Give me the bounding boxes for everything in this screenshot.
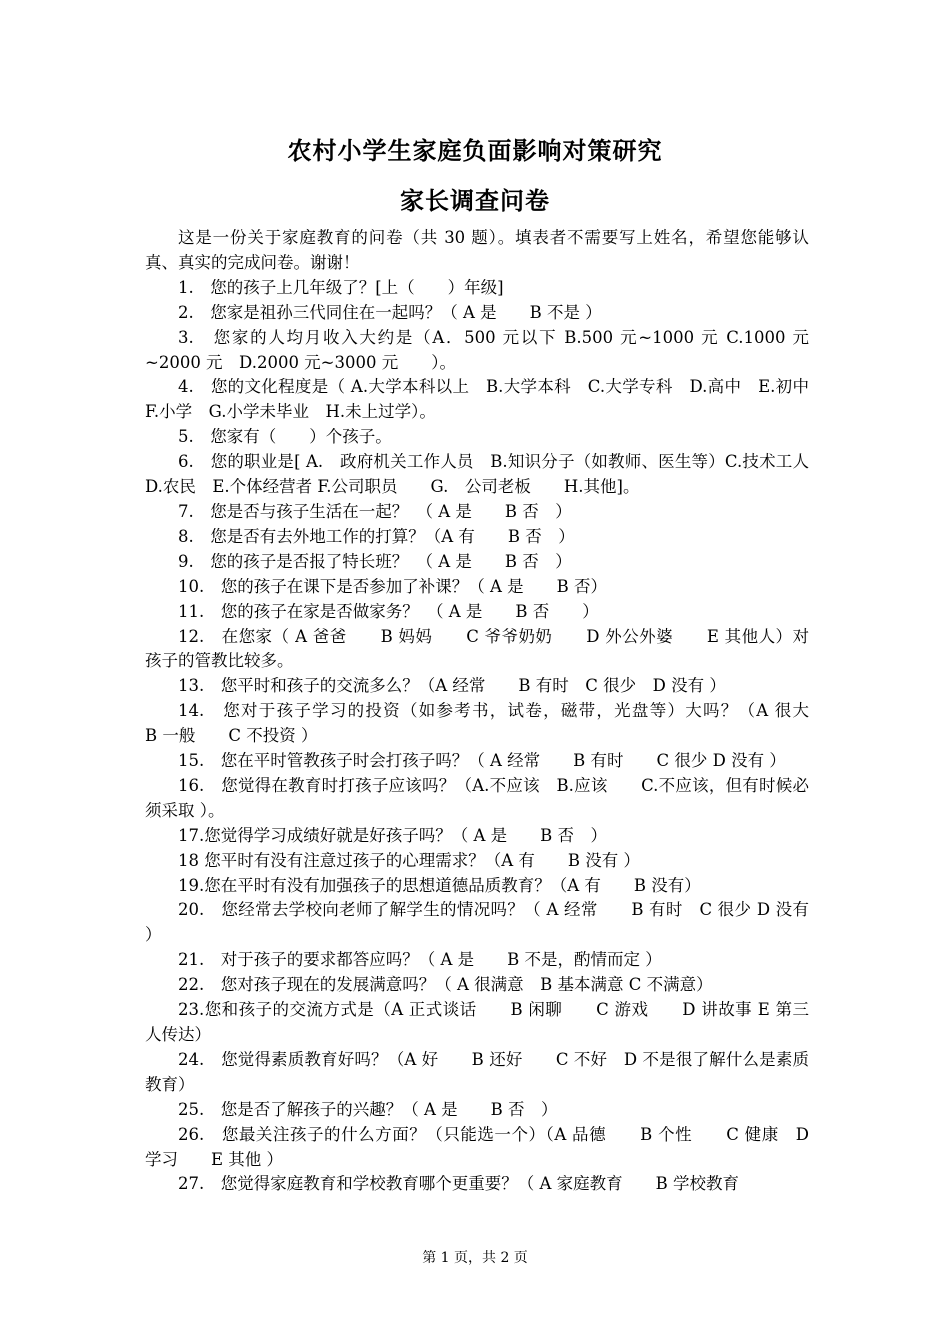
question-26: 26. 您最关注孩子的什么方面？（只能选一个）（A 品德 B 个性 C 健康 D 学习 E 其他 ） (145, 1124, 815, 1169)
question-12: 12. 在您家（ A 爸爸 B 妈妈 C 爷爷奶奶 D 外公外婆 E 其他人）对孩子的管教比较多。 (145, 626, 809, 671)
question-3: 3. 您家的人均月收入大约是（A．500 元以下 B.500 元~1000 元 C.1000 元~2000 元 D.2000 元~3000 元 ）。 (145, 327, 809, 372)
question-14: 14. 您对于孩子学习的投资（如参考书，试卷，磁带，光盘等）大吗？（A 很大 B 一般 C 不投资 ） (145, 701, 842, 746)
question-25: 25. 您是否了解孩子的兴趣？（ A 是 B 否 ） (178, 1099, 558, 1119)
question-17: 17.您觉得学习成绩好就是好孩子吗？（ A 是 B 否 ） (178, 825, 608, 845)
question-5: 5. 您家有（ ）个孩子。 (178, 427, 392, 447)
question-27: 27. 您觉得家庭教育和学校教育哪个更重要？（ A 家庭教育 B 学校教育 (178, 1174, 740, 1194)
question-22: 22. 您对孩子现在的发展满意吗？（ A 很满意 B 基本满意 C 不满意） (178, 975, 713, 995)
question-4: 4. 您的文化程度是（ A.大学本科以上 B.大学本科 C.大学专科 D.高中 E.初中 F.小学 G.小学未毕业 H.未上过学）。 (145, 377, 826, 422)
question-21: 21. 对于孩子的要求都答应吗？（ A 是 B 不是，酌情而定 ） (178, 950, 662, 970)
question-10: 10. 您的孩子在课下是否参加了补课？（ A 是 B 否） (178, 576, 608, 596)
questionnaire-body (145, 226, 842, 1197)
question-9: 9. 您的孩子是否报了特长班？ （ A 是 B 否 ） (178, 551, 572, 571)
document-subtitle: 家长调查问卷 (400, 187, 550, 215)
question-23: 23.您和孩子的交流方式是（A 正式谈话 B 闲聊 C 游戏 D 讲故事 E 第三人传达） (145, 1000, 809, 1044)
question-6: 6. 您的职业是[ A. 政府机关工作人员 B.知识分子（如教师、医生等）C.技术工人 D.农民 E.个体经营者 F.公司职员 G. 公司老板 H.其他]。 (145, 452, 826, 497)
document-title: 农村小学生家庭负面影响对策研究 (287, 137, 663, 165)
question-1: 1. 您的孩子上几年级了？[上（ ）年级] (178, 277, 504, 297)
question-16: 16. 您觉得在教育时打孩子应该吗？（A.不应该 B.应该 C.不应该，但有时候必须采取 ）。 (145, 775, 809, 820)
question-15: 15. 您在平时管教孩子时会打孩子吗？（ A 经常 B 有时 C 很少 D 没有 ） (178, 751, 786, 771)
question-11: 11. 您的孩子在家是否做家务？ （ A 是 B 否 ） (178, 601, 599, 621)
page-footer: 第 1 页，共 2 页 (422, 1250, 528, 1266)
question-19: 19.您在平时有没有加强孩子的思想道德品质教育？（A 有 B 没有） (178, 875, 701, 895)
question-8: 8. 您是否有去外地工作的打算？（A 有 B 否 ） (178, 526, 575, 546)
question-2: 2. 您家是祖孙三代同住在一起吗？（ A 是 B 不是 ） (178, 302, 602, 322)
question-18: 18 您平时有没有注意过孩子的心理需求？（A 有 B 没有 ） (178, 850, 641, 870)
question-24: 24. 您觉得素质教育好吗？（A 好 B 还好 C 不好 D 不是很了解什么是素质教育） (145, 1049, 809, 1094)
question-13: 13. 您平时和孩子的交流多么？（A 经常 B 有时 C 很少 D 没有 ） (178, 676, 726, 696)
question-20: 20. 您经常去学校向老师了解学生的情况吗？（ A 经常 B 有时 C 很少 D 没有 ） (145, 900, 815, 945)
intro-paragraph: 这是一份关于家庭教育的问卷（共 30 题）。填表者不需要写上姓名，希望您能够认真、真实的完成问卷。谢谢！ (145, 228, 809, 272)
question-7: 7. 您是否与孩子生活在一起？ （ A 是 B 否 ） (178, 501, 572, 521)
